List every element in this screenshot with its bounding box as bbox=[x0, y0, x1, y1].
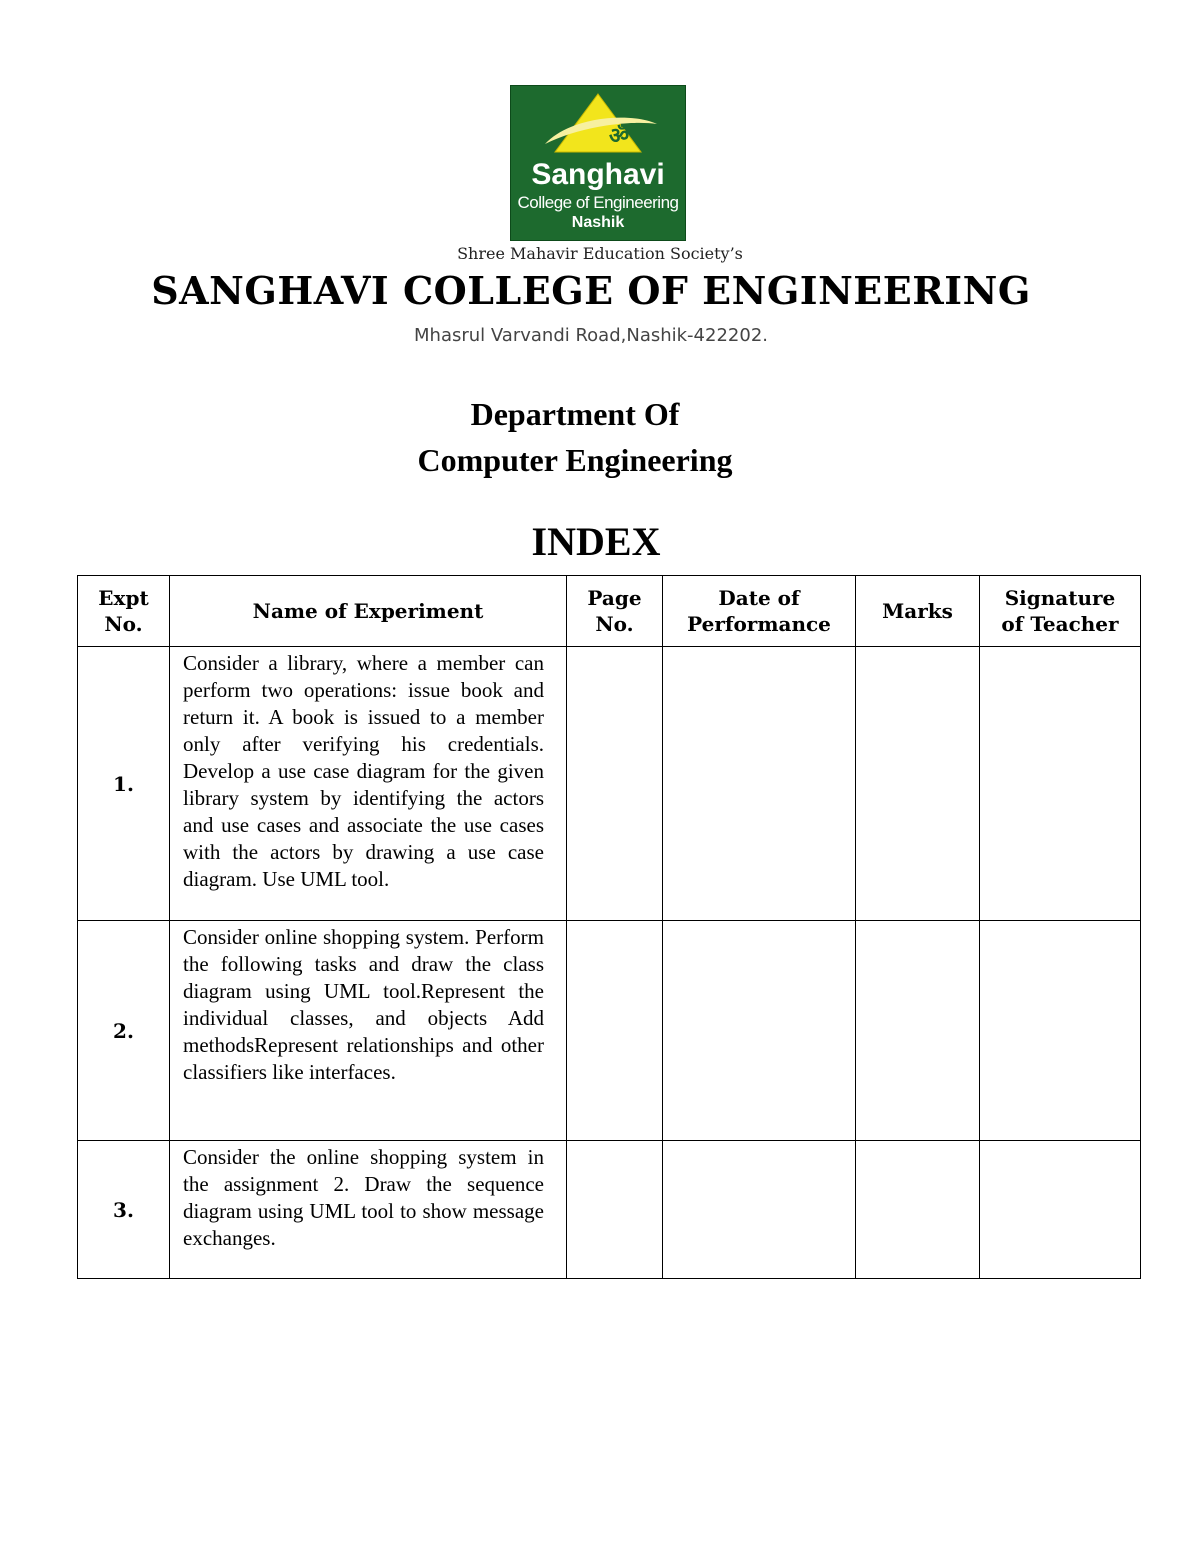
header-expt-no-label: Expt No. bbox=[98, 586, 149, 636]
signature-cell bbox=[980, 1141, 1141, 1279]
index-title: INDEX bbox=[531, 519, 661, 564]
index-table bbox=[77, 575, 1141, 1279]
expt-no-cell: 2. bbox=[78, 921, 170, 1141]
header-marks: Marks bbox=[856, 576, 980, 647]
table-row bbox=[78, 921, 1141, 1141]
page-no-cell bbox=[567, 921, 663, 1141]
marks-cell bbox=[856, 647, 980, 921]
page-no-cell bbox=[567, 1141, 663, 1279]
date-cell bbox=[663, 921, 856, 1141]
table-row bbox=[78, 1141, 1141, 1279]
logo-name: Sanghavi bbox=[531, 158, 665, 191]
table-row bbox=[78, 647, 1141, 921]
college-logo bbox=[510, 85, 686, 241]
header-signature-label: Signature of Teacher bbox=[1001, 586, 1119, 636]
header-expt-no bbox=[78, 576, 170, 647]
logo-subtitle: College of Engineering bbox=[517, 193, 679, 212]
society-name: Shree Mahavir Education Society’s bbox=[457, 244, 743, 263]
college-name: SANGHAVI COLLEGE OF ENGINEERING bbox=[151, 268, 1031, 313]
marks-cell bbox=[856, 921, 980, 1141]
header-date bbox=[663, 576, 856, 647]
header-page-no bbox=[567, 576, 663, 647]
department-name: Computer Engineering bbox=[417, 442, 733, 478]
marks-cell bbox=[856, 1141, 980, 1279]
svg-text:ॐ: ॐ bbox=[609, 124, 630, 149]
expt-no-cell: 1. bbox=[78, 647, 170, 921]
date-cell bbox=[663, 647, 856, 921]
experiment-name-cell: Consider online shopping system. Perform the following tasks and draw the class diagram using UML tool.Represent the individual classes, and objects Add methodsRepresent relationships and other classifiers like interfaces. bbox=[170, 921, 567, 1141]
expt-no-cell: 3. bbox=[78, 1141, 170, 1279]
college-address: Mhasrul Varvandi Road,Nashik-422202. bbox=[414, 325, 768, 346]
header-date-label: Date of Performance bbox=[687, 586, 831, 636]
page-no-cell bbox=[567, 647, 663, 921]
signature-cell bbox=[980, 647, 1141, 921]
header-signature bbox=[980, 576, 1141, 647]
header-name: Name of Experiment bbox=[170, 576, 567, 647]
date-cell bbox=[663, 1141, 856, 1279]
department-label: Department Of bbox=[470, 396, 680, 432]
logo-city: Nashik bbox=[571, 214, 625, 231]
header-page-no-label: Page No. bbox=[587, 586, 642, 636]
experiment-name-cell: Consider a library, where a member can perform two operations: issue book and return it. A book is issued to a member only after verifying his credentials. Develop a use case diagram for the given library system by identifying the actors and use cases and associate the use cases with the actors by drawing a use case diagram. Use UML tool. bbox=[170, 647, 567, 921]
signature-cell bbox=[980, 921, 1141, 1141]
experiment-name-cell: Consider the online shopping system in the assignment 2. Draw the sequence diagram using UML tool to show message exchanges. bbox=[170, 1141, 567, 1279]
table-header-row bbox=[78, 576, 1141, 647]
